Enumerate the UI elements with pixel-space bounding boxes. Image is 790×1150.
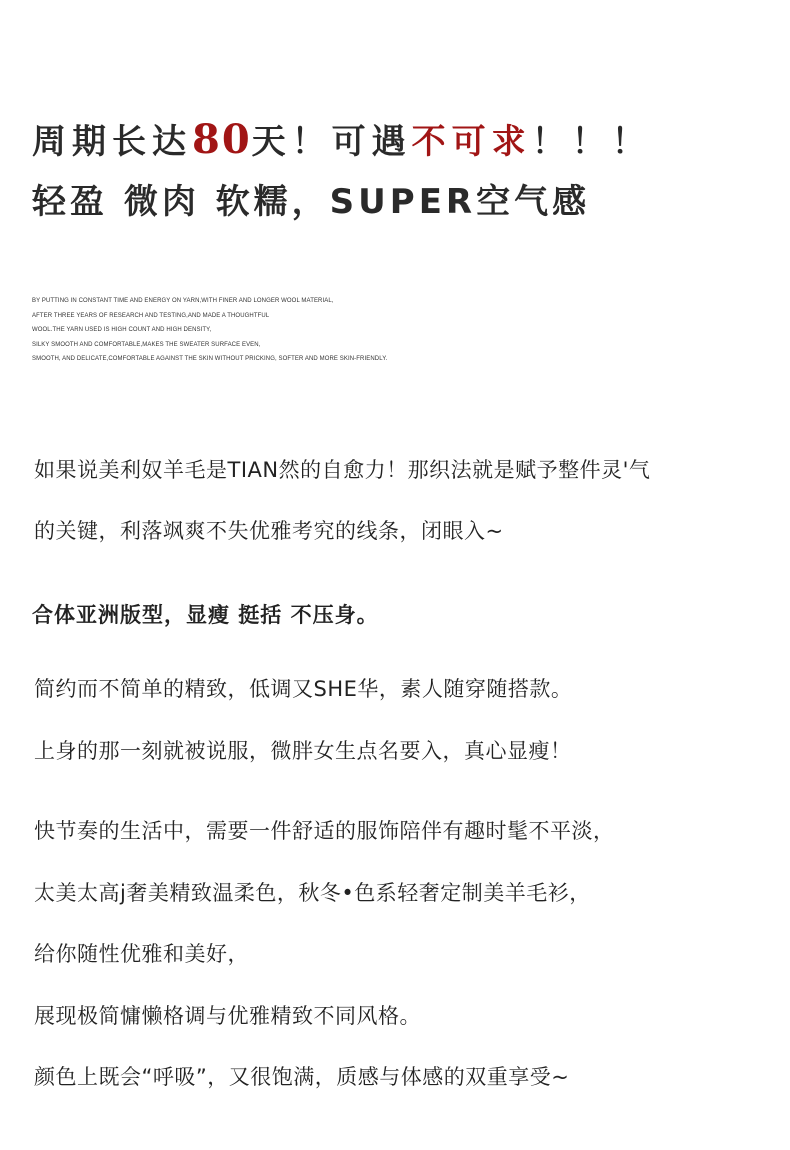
english-line: SILKY SMOOTH AND COMFORTABLE,MAKES THE SWEATER SURFACE EVEN, — [32, 341, 261, 348]
english-line: SMOOTH, AND DELICATE,COMFORTABLE AGAINST THE SKIN WITHOUT PRICKING, SOFTER AND MORE SKIN-FRIENDLY. — [32, 356, 388, 362]
section3-line: 颜色上既会“呼吸”，又很饱满，质感与体感的双重享受~ — [34, 1065, 570, 1089]
headline-highlight: 不可求 — [411, 122, 532, 162]
section2-line: 上身的那一刻就被说服，微胖女生点名要入，真心显瘦！ — [34, 739, 572, 763]
english-line: WOOL.THE YARN USED IS HIGH COUNT AND HIGH DENSITY, — [32, 327, 212, 333]
english-description — [32, 294, 387, 367]
headline-text-1: 周期长达 — [32, 122, 192, 162]
headline-text-2: 天！可遇 — [251, 122, 412, 162]
subheading: 合体亚洲版型，显瘦 挺括 不压身。 — [32, 603, 379, 627]
section3-line: 太美太高j奢美精致温柔色，秋冬•色系轻奢定制美羊毛衫， — [34, 881, 591, 905]
section3-line: 展现极简慵懒格调与优雅精致不同风格。 — [34, 1004, 421, 1028]
headline-line-2: 轻盈 微肉 软糯，SUPER空气感 — [32, 182, 591, 222]
headline-line-1 — [32, 116, 652, 163]
section2-line: 简约而不简单的精致，低调又SHE华，素人随穿随搭款。 — [34, 677, 573, 701]
headline-number-80: 80 — [192, 116, 252, 163]
section3-line: 快节奏的生活中，需要一件舒适的服饰陪伴有趣时髦不平淡， — [34, 819, 615, 843]
english-line: AFTER THREE YEARS OF RESEARCH AND TESTING,AND MADE A THOUGHTFUL — [32, 312, 270, 319]
section3-line: 给你随性优雅和美好， — [34, 942, 249, 966]
intro-line: 如果说美利奴羊毛是TIAN然的自愈力！那织法就是赋予整件灵'气 — [34, 458, 651, 482]
intro-line: 的关键，利落飒爽不失优雅考究的线条，闭眼入~ — [34, 519, 504, 543]
headline-exclamations: ！！！ — [531, 122, 652, 162]
english-line: BY PUTTING IN CONSTANT TIME AND ENERGY ON YARN,WITH FINER AND LONGER WOOL MATERIAL, — [32, 298, 334, 304]
